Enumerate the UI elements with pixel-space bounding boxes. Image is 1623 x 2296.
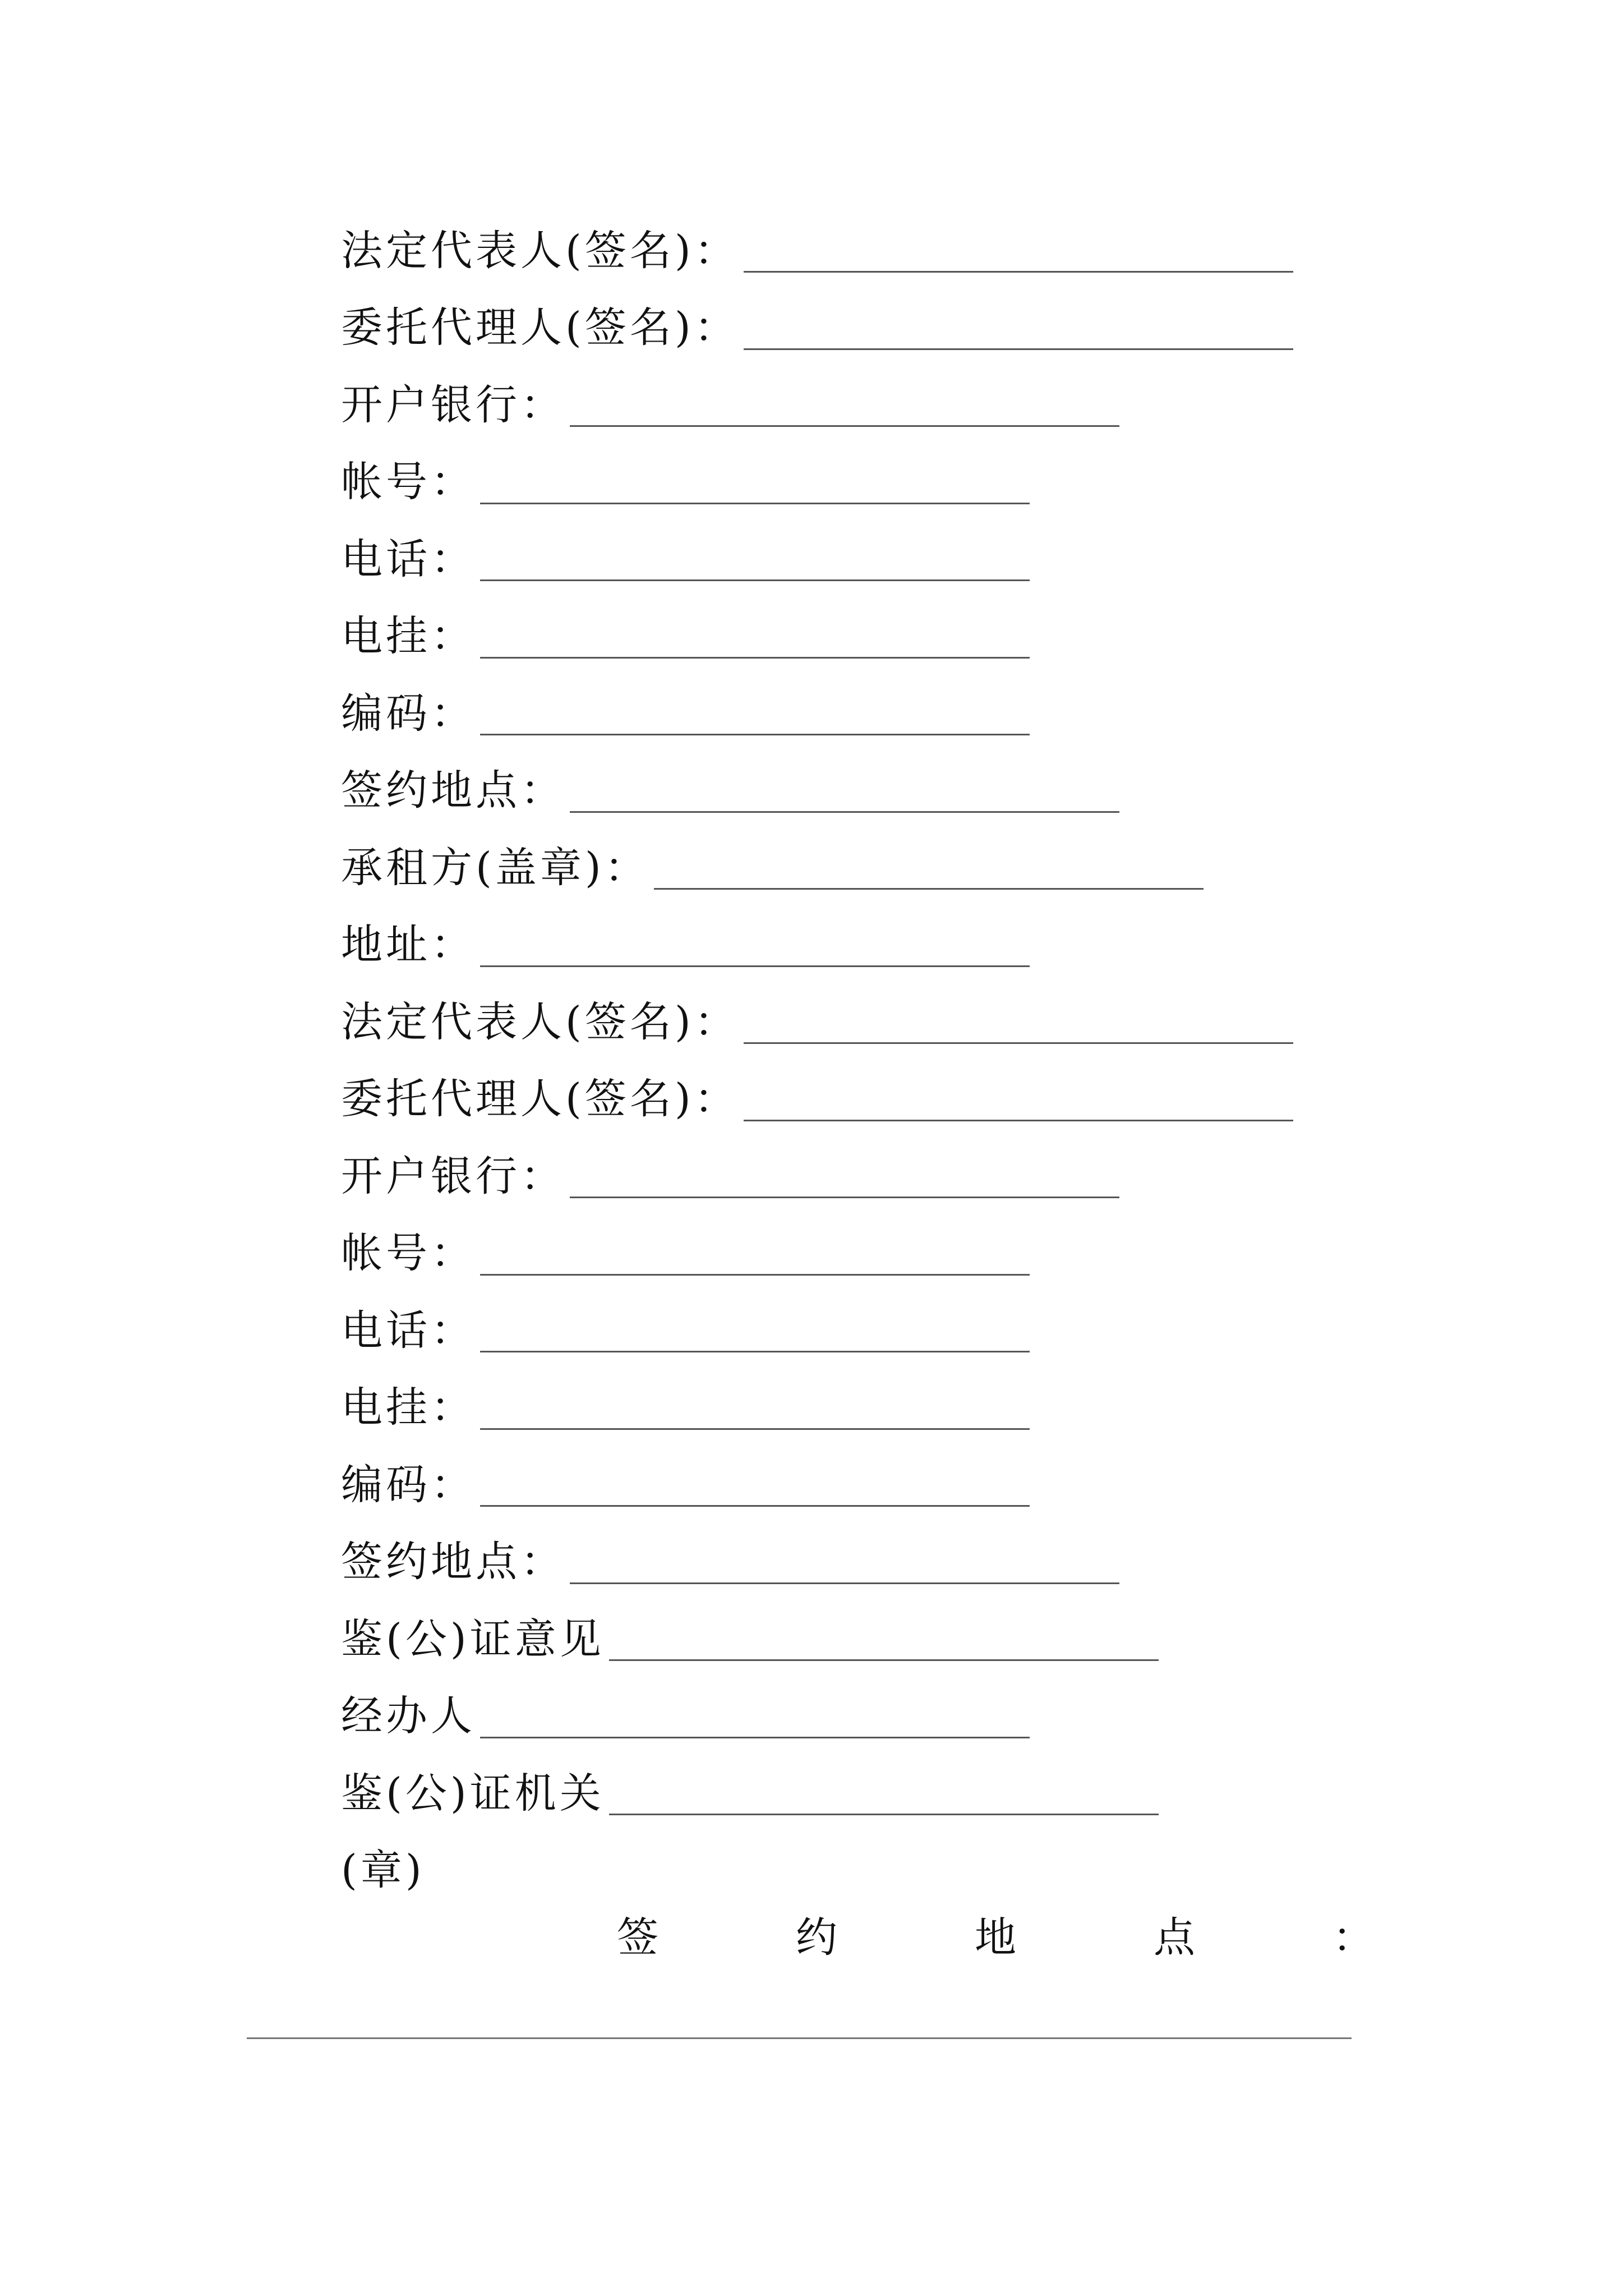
form-line [341,1057,1293,1135]
field-label: 鉴(公)证机关 [341,1769,605,1818]
fill-blank[interactable] [480,469,1030,504]
form-line [341,1751,1293,1829]
fill-blank[interactable] [570,777,1119,813]
form-line [341,1443,1293,1520]
field-label: 电话： [341,1306,476,1355]
form-line [341,1674,1293,1752]
form-line [341,826,1293,903]
signing-place-char: 约 [796,1913,837,1962]
fill-blank[interactable] [480,623,1030,659]
form-line [341,1134,1293,1212]
fill-blank[interactable] [654,854,1204,890]
signature-blank[interactable] [744,1086,1293,1121]
form-lines [341,209,1293,1906]
fill-blank[interactable] [480,546,1030,581]
field-label: 编码： [341,689,476,738]
form-line [341,749,1293,826]
field-label: 承租方(盖章)： [341,843,649,892]
signing-place-blank[interactable] [247,2037,1352,2039]
signing-place-char: 签 [617,1913,658,1962]
field-label: 电话： [341,535,476,583]
form-line [341,671,1293,749]
field-label: 经办人 [341,1692,476,1741]
form-line [341,286,1293,364]
form-line [341,1829,1293,1906]
field-label: 签约地点： [341,1538,565,1586]
field-label: 鉴(公)证意见 [341,1614,605,1663]
signature-blank[interactable] [744,237,1293,273]
fill-blank[interactable] [480,700,1030,735]
field-label: 电挂： [341,612,476,661]
field-label: 帐号： [341,1229,476,1278]
fill-blank[interactable] [480,1471,1030,1507]
field-label: 开户银行： [341,1152,565,1200]
field-label: 开户银行： [341,380,565,429]
fill-blank[interactable] [609,1626,1159,1661]
signing-place-char: ： [1332,1913,1374,1962]
fill-blank[interactable] [480,1703,1030,1738]
fill-blank[interactable] [480,1240,1030,1276]
form-line [341,1289,1293,1366]
form-line [341,440,1293,518]
field-label: 委托代理人(签名)： [341,1075,739,1124]
form-line [341,517,1293,595]
fill-blank[interactable] [570,1549,1119,1584]
fill-blank[interactable] [480,1317,1030,1352]
field-label: 法定代表人(签名)： [341,997,739,1046]
form-line [341,1520,1293,1598]
signing-place-char: 地 [975,1913,1016,1962]
field-label: 编码： [341,1460,476,1509]
signature-blank[interactable] [744,1009,1293,1044]
fill-blank[interactable] [570,1163,1119,1198]
field-label: 地址： [341,921,476,969]
fill-blank[interactable] [480,1395,1030,1430]
field-label: 签约地点： [341,766,565,815]
fill-blank[interactable] [609,1780,1159,1815]
field-label: 电挂： [341,1383,476,1432]
form-line [341,363,1293,440]
field-label: (章) [341,1846,425,1895]
form-line [341,209,1293,286]
form-line [341,980,1293,1057]
form-line [341,903,1293,981]
signing-place-char: 点 [1154,1913,1195,1962]
field-label: 法定代表人(签名)： [341,226,739,275]
field-label: 委托代理人(签名)： [341,303,739,352]
fill-blank[interactable] [570,392,1119,427]
form-line [341,1212,1293,1289]
form-line [341,595,1293,672]
form-line [341,1597,1293,1674]
signing-place-heading [617,1904,1374,1964]
fill-blank[interactable] [480,932,1030,967]
form-line [341,1366,1293,1443]
field-label: 帐号： [341,458,476,507]
signature-blank[interactable] [744,315,1293,350]
